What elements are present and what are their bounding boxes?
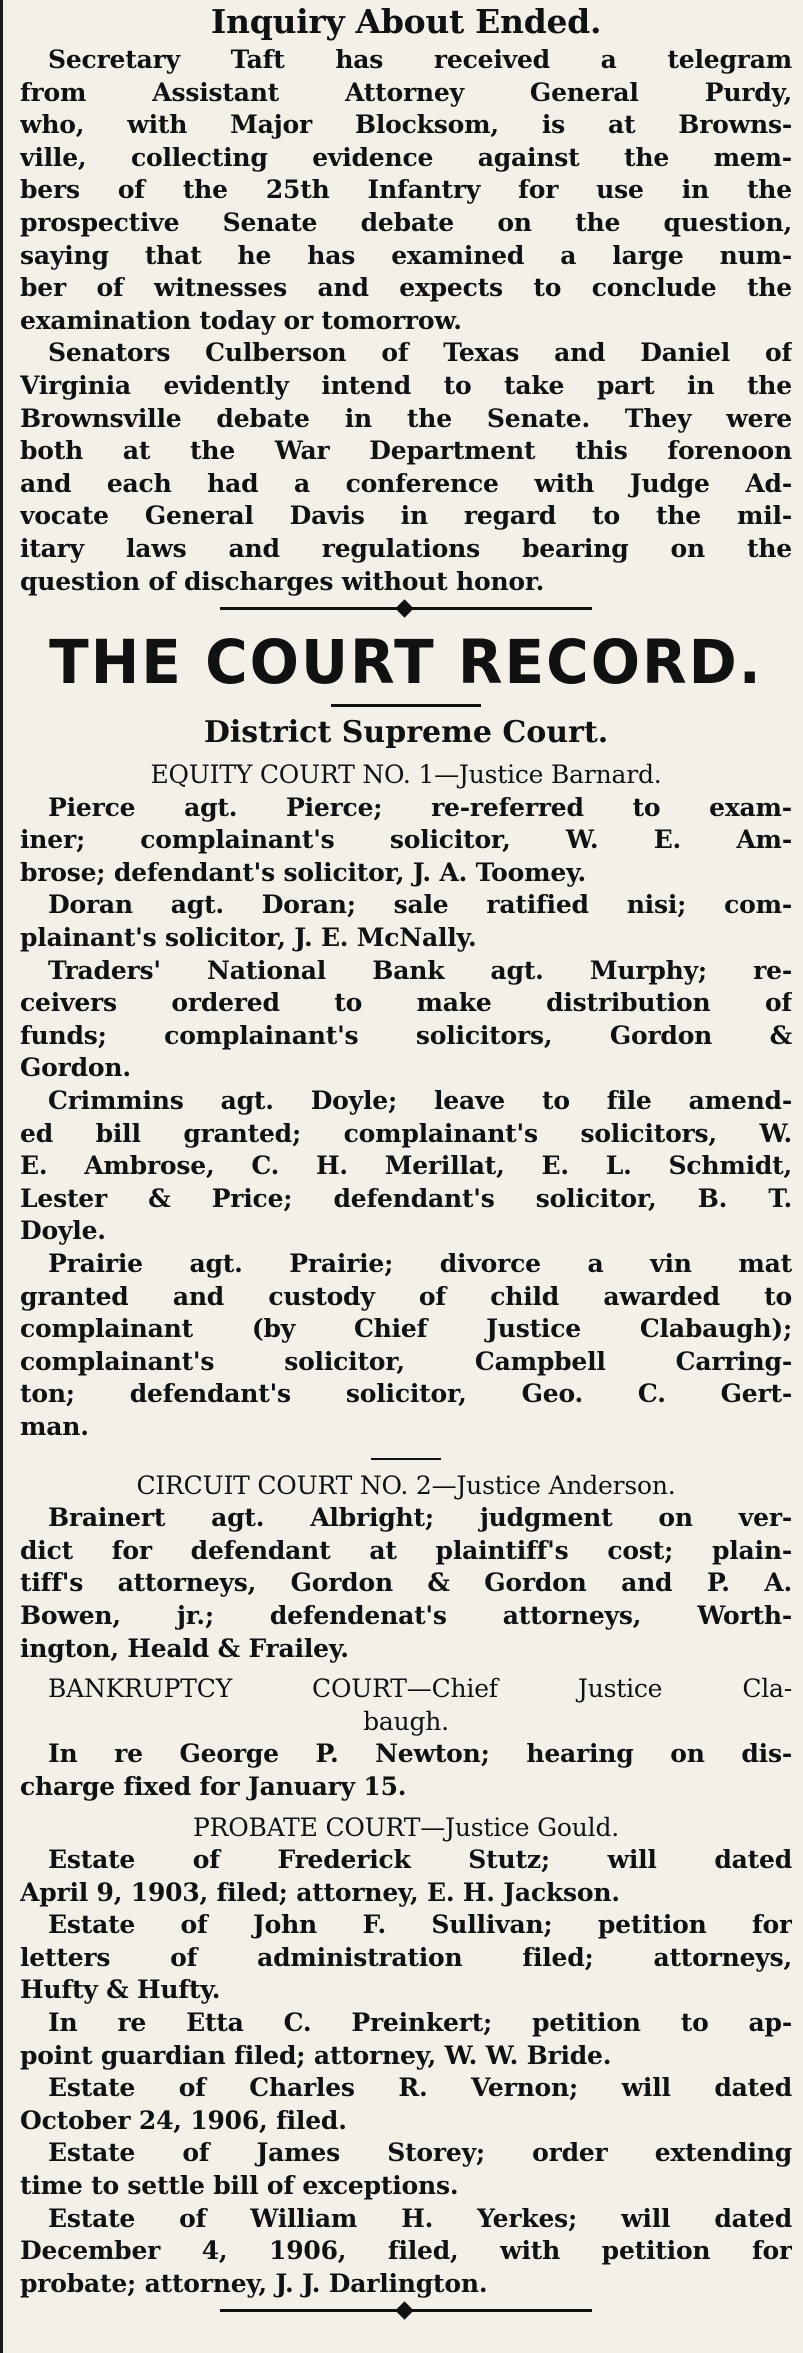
section-heading-line: baugh.	[363, 1706, 449, 1736]
court-entry	[20, 2203, 792, 2301]
text-line: bers of the 25th Infantry for use in the	[20, 175, 792, 205]
text-line: who, with Major Blocksom, is at Browns-	[20, 110, 792, 140]
text-line: and each had a conference with Judge Ad-	[20, 468, 792, 498]
text-line: E. Ambrose, C. H. Merillat, E. L. Schmidt,	[20, 1151, 792, 1181]
text-line: Doran agt. Doran; sale ratified nisi; com-	[48, 890, 792, 920]
section-heading-line: EQUITY COURT NO. 1—Justice Barnard.	[150, 760, 662, 790]
text-line: man.	[20, 1411, 89, 1441]
text-line: tiff's attorneys, Gordon & Gordon and P. A.	[20, 1568, 792, 1598]
text-line: charge fixed for January 15.	[20, 1771, 407, 1801]
text-line: ton; defendant's solicitor, Geo. C. Gert-	[20, 1379, 792, 1409]
section-gap	[20, 1665, 792, 1673]
text-line: Estate of Frederick Stutz; will dated	[48, 1845, 792, 1875]
text-line: question of discharges without honor.	[20, 566, 545, 596]
text-line: Crimmins agt. Doyle; leave to file amend-	[48, 1086, 792, 1116]
text-line: ber of witnesses and expects to conclude the	[20, 273, 792, 303]
text-line: Estate of John F. Sullivan; petition for	[48, 1910, 792, 1940]
text-line: from Assistant Attorney General Purdy,	[20, 77, 792, 107]
text-line: Brownsville debate in the Senate. They were	[20, 403, 792, 433]
text-line: Estate of James Storey; order extending	[48, 2138, 792, 2168]
text-line: Pierce agt. Pierce; re-referred to exam-	[48, 792, 792, 822]
text-line: ville, collecting evidence against the mem-	[20, 142, 792, 172]
section-heading-line: PROBATE COURT—Justice Gould.	[192, 1812, 620, 1842]
text-line: Traders' National Bank agt. Murphy; re-	[48, 955, 792, 985]
divider-diamond	[395, 599, 413, 617]
column-left-rule	[0, 0, 3, 2353]
court-entry	[20, 955, 792, 1085]
court-entry	[20, 792, 792, 890]
text-line: December 4, 1906, filed, with petition for	[20, 2236, 792, 2266]
article-paragraph	[20, 337, 792, 598]
text-line: prospective Senate debate on the question,	[20, 207, 792, 237]
text-line: Lester & Price; defendant's solicitor, B. T.	[20, 1183, 792, 1213]
divider-diamond	[395, 2302, 413, 2320]
court-entry	[20, 1248, 792, 1444]
court-entry	[20, 889, 792, 954]
text-line: Doyle.	[20, 1216, 106, 1246]
text-line: probate; attorney, J. J. Darlington.	[20, 2268, 488, 2298]
article-heading: Inquiry About Ended.	[210, 2, 602, 41]
newspaper-column	[20, 0, 792, 2322]
text-line: brose; defendant's solicitor, J. A. Toomey.	[20, 857, 587, 887]
text-line: Secretary Taft has received a telegram	[48, 45, 792, 74]
article-paragraph	[20, 44, 792, 337]
text-line: Prairie agt. Prairie; divorce a vin mat	[48, 1249, 792, 1278]
text-line: In re Etta C. Preinkert; petition to ap-	[48, 2008, 792, 2038]
court-entry	[20, 2137, 792, 2202]
ornamental-divider	[20, 2300, 792, 2322]
section-heading-line: CIRCUIT COURT NO. 2—Justice Anderson.	[136, 1470, 676, 1500]
court-entry	[20, 1738, 792, 1803]
text-line: iner; complainant's solicitor, W. E. Am-	[20, 825, 792, 855]
court-section-heading	[20, 1673, 792, 1738]
text-line: Estate of Charles R. Vernon; will dated	[48, 2073, 792, 2103]
text-line: ceivers ordered to make distribution of	[20, 988, 792, 1018]
text-line: Senators Culberson of Texas and Daniel of	[48, 338, 792, 368]
text-line: vocate General Davis in regard to the mil-	[20, 501, 792, 531]
text-line: dict for defendant at plaintiff's cost; plain-	[20, 1535, 792, 1565]
text-line: saying that he has examined a large num-	[20, 240, 792, 270]
text-line: examination today or tomorrow.	[20, 305, 462, 335]
text-line: letters of administration filed; attorneys,	[20, 1942, 792, 1972]
text-line: complainant (by Chief Justice Clabaugh);	[20, 1314, 792, 1344]
court-section-heading	[20, 759, 792, 792]
text-line: Brainert agt. Albright; judgment on ver-	[48, 1503, 792, 1533]
text-line: ington, Heald & Frailey.	[20, 1633, 349, 1663]
text-line: Gordon.	[20, 1053, 131, 1083]
court-entry	[20, 1085, 792, 1248]
text-line: time to settle bill of exceptions.	[20, 2171, 459, 2201]
court-subtitle: District Supreme Court.	[203, 715, 609, 751]
text-line: both at the War Department this forenoon	[20, 436, 792, 466]
court-entry	[20, 2072, 792, 2137]
court-entry	[20, 1909, 792, 2007]
text-line: itary laws and regulations bearing on the	[20, 533, 792, 563]
text-line: April 9, 1903, filed; attorney, E. H. Jackson.	[20, 1877, 620, 1907]
court-section-heading	[20, 1812, 792, 1845]
text-line: In re George P. Newton; hearing on dis-	[48, 1739, 792, 1769]
court-section-heading	[20, 1470, 792, 1503]
court-record-title: THE COURT RECORD.	[49, 626, 763, 698]
text-line: Virginia evidently intend to take part in the	[20, 370, 792, 400]
text-line: Bowen, jr.; defendenat's attorneys, Worth-	[20, 1600, 792, 1630]
text-line: Hufty & Hufty.	[20, 1975, 221, 2005]
text-line: ed bill granted; complainant's solicitors, W.	[20, 1118, 792, 1148]
court-entry	[20, 2007, 792, 2072]
text-line: point guardian filed; attorney, W. W. Bride.	[20, 2040, 612, 2070]
text-line: Estate of William H. Yerkes; will dated	[48, 2203, 792, 2233]
court-entry	[20, 1844, 792, 1909]
section-gap	[20, 1804, 792, 1812]
text-line: October 24, 1906, filed.	[20, 2105, 347, 2135]
text-line: funds; complainant's solicitors, Gordon &	[20, 1020, 792, 1050]
court-entry	[20, 1502, 792, 1665]
section-divider	[371, 1458, 441, 1460]
text-line: plainant's solicitor, J. E. McNally.	[20, 923, 477, 953]
text-line: complainant's solicitor, Campbell Carring-	[20, 1346, 792, 1376]
text-line: granted and custody of child awarded to	[20, 1281, 792, 1311]
ornamental-divider	[20, 598, 792, 620]
section-heading-line: BANKRUPTCY COURT—Chief Justice Cla-	[48, 1674, 792, 1704]
